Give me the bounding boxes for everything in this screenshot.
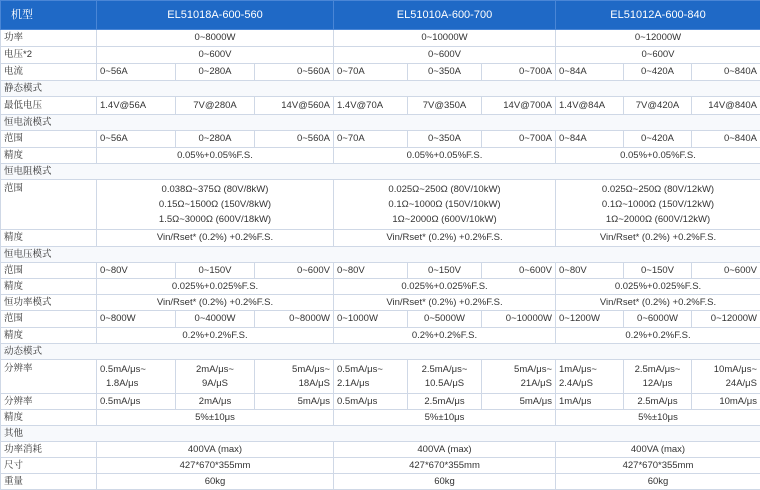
dyn-resolution-cell	[255, 360, 334, 394]
cr-range-row	[1, 180, 760, 230]
dyn-resolution-line: 5mA/μs~	[258, 363, 330, 377]
cv-range-row	[1, 263, 760, 279]
cv-range-value: 0~600V	[482, 263, 556, 279]
row-label: 范围	[1, 180, 97, 230]
cc-range-value: 0~350A	[408, 131, 482, 148]
current-value: 0~70A	[334, 64, 408, 81]
cc-range-row	[1, 131, 760, 148]
cr-range-cell	[334, 180, 556, 230]
row-label: 电压*2	[1, 47, 97, 64]
dyn-resolution2-value: 0.5mA/μs	[97, 394, 176, 410]
current-value: 0~350A	[408, 64, 482, 81]
cv-range-value: 0~80V	[334, 263, 408, 279]
dyn-accuracy-value: 5%±10μs	[97, 410, 334, 426]
power-consumption-row	[1, 442, 760, 458]
cp-range-value: 0~800W	[97, 311, 176, 328]
dyn-resolution-line: 1mA/μs~	[559, 363, 620, 377]
dyn-resolution-line: 21A/μS	[485, 377, 552, 391]
dimensions-value: 427*670*355mm	[97, 458, 334, 474]
model-header-3: EL51012A-600-840	[556, 1, 760, 30]
cp-mode-value: Vin/Rset* (0.2%) +0.2%F.S.	[97, 295, 334, 311]
cv-range-value: 0~150V	[624, 263, 692, 279]
dyn-resolution-cell	[97, 360, 176, 394]
min-voltage-value: 7V@420A	[624, 97, 692, 115]
cp-range-value: 0~4000W	[176, 311, 255, 328]
current-value: 0~840A	[692, 64, 760, 81]
cp-range-value: 0~6000W	[624, 311, 692, 328]
cv-range-value: 0~150V	[408, 263, 482, 279]
weight-row	[1, 474, 760, 490]
dyn-resolution-cell	[692, 360, 760, 394]
row-label: 精度	[1, 410, 97, 426]
cc-range-value: 0~700A	[482, 131, 556, 148]
section-title: 恒电压模式	[1, 247, 760, 263]
cv-range-value: 0~600V	[255, 263, 334, 279]
cc-range-value: 0~560A	[255, 131, 334, 148]
cv-range-value: 0~600V	[692, 263, 760, 279]
dyn-resolution-line: 2.5mA/μs~	[411, 363, 478, 377]
dyn-resolution-line: 5mA/μs~	[485, 363, 552, 377]
cc-accuracy-row	[1, 148, 760, 164]
dyn-resolution-line: 10.5A/μS	[411, 377, 478, 391]
dyn-resolution2-row	[1, 394, 760, 410]
dyn-accuracy-row	[1, 410, 760, 426]
dyn-resolution2-value: 1mA/μs	[556, 394, 624, 410]
model-header-2: EL51010A-600-700	[334, 1, 556, 30]
row-label: 精度	[1, 230, 97, 247]
cr-accuracy-value: Vin/Rset* (0.2%) +0.2%F.S.	[334, 230, 556, 247]
cv-range-value: 0~80V	[97, 263, 176, 279]
dyn-accuracy-value: 5%±10μs	[334, 410, 556, 426]
dimensions-value: 427*670*355mm	[556, 458, 760, 474]
cp-range-value: 0~12000W	[692, 311, 760, 328]
row-label: 电流	[1, 64, 97, 81]
cr-range-line: 0.025Ω~250Ω (80V/10kW)	[337, 182, 552, 197]
dyn-accuracy-value: 5%±10μs	[556, 410, 760, 426]
cp-mode-value: Vin/Rset* (0.2%) +0.2%F.S.	[556, 295, 760, 311]
cr-range-line: 0.038Ω~375Ω (80V/8kW)	[100, 182, 330, 197]
cv-accuracy-value: 0.025%+0.025%F.S.	[556, 279, 760, 295]
dyn-resolution-row	[1, 360, 760, 394]
row-label: 尺寸	[1, 458, 97, 474]
model-label: 机型	[1, 1, 97, 30]
row-label: 重量	[1, 474, 97, 490]
voltage-row	[1, 47, 760, 64]
cr-range-line: 0.025Ω~250Ω (80V/12kW)	[559, 182, 757, 197]
section-title: 动态模式	[1, 344, 760, 360]
cr-range-line: 1.5Ω~3000Ω (600V/18kW)	[100, 212, 330, 227]
weight-value: 60kg	[556, 474, 760, 490]
dyn-resolution-line: 0.5mA/μs~	[337, 363, 404, 377]
header-row	[1, 1, 760, 30]
dyn-resolution-line: 18A/μS	[258, 377, 330, 391]
row-label: 最低电压	[1, 97, 97, 115]
dyn-resolution-line: 2.1A/μs	[337, 377, 404, 391]
section-cr	[1, 164, 760, 180]
min-voltage-value: 7V@350A	[408, 97, 482, 115]
cr-range-line: 1Ω~2000Ω (600V/12kW)	[559, 212, 757, 227]
cp-range-value: 0~10000W	[482, 311, 556, 328]
min-voltage-value: 14V@560A	[255, 97, 334, 115]
cv-accuracy-value: 0.025%+0.025%F.S.	[334, 279, 556, 295]
dyn-resolution-line: 10mA/μs~	[695, 363, 757, 377]
row-label: 分辨率	[1, 360, 97, 394]
cr-range-cell	[97, 180, 334, 230]
row-label: 范围	[1, 311, 97, 328]
dyn-resolution-cell	[176, 360, 255, 394]
dyn-resolution-cell	[556, 360, 624, 394]
row-label: 恒功率模式	[1, 295, 97, 311]
weight-value: 60kg	[97, 474, 334, 490]
power-consumption-value: 400VA (max)	[556, 442, 760, 458]
current-value: 0~700A	[482, 64, 556, 81]
dyn-resolution-line: 2.4A/μS	[559, 377, 620, 391]
section-other	[1, 426, 760, 442]
power-row	[1, 30, 760, 47]
dimensions-value: 427*670*355mm	[334, 458, 556, 474]
section-title: 恒电阻模式	[1, 164, 760, 180]
cp-range-value: 0~1200W	[556, 311, 624, 328]
section-cc	[1, 115, 760, 131]
model-header-1: EL51018A-600-560	[97, 1, 334, 30]
row-label: 精度	[1, 279, 97, 295]
dyn-resolution-line: 2.5mA/μs~	[627, 363, 688, 377]
dyn-resolution-cell	[408, 360, 482, 394]
min-voltage-row	[1, 97, 760, 115]
dyn-resolution2-value: 2mA/μs	[176, 394, 255, 410]
cp-range-value: 0~5000W	[408, 311, 482, 328]
cp-range-value: 0~8000W	[255, 311, 334, 328]
row-label: 功率消耗	[1, 442, 97, 458]
power-consumption-value: 400VA (max)	[334, 442, 556, 458]
voltage-value: 0~600V	[334, 47, 556, 64]
cc-range-value: 0~420A	[624, 131, 692, 148]
section-cv	[1, 247, 760, 263]
row-label: 精度	[1, 148, 97, 164]
row-label: 分辨率	[1, 394, 97, 410]
dyn-resolution2-value: 5mA/μs	[255, 394, 334, 410]
cr-range-line: 0.1Ω~1000Ω (150V/12kW)	[559, 197, 757, 212]
section-title: 其他	[1, 426, 760, 442]
cc-range-value: 0~56A	[97, 131, 176, 148]
dyn-resolution-cell	[334, 360, 408, 394]
cv-accuracy-row	[1, 279, 760, 295]
dyn-resolution-cell	[482, 360, 556, 394]
power-value: 0~10000W	[334, 30, 556, 47]
cp-range-value: 0~1000W	[334, 311, 408, 328]
cc-range-value: 0~280A	[176, 131, 255, 148]
cp-accuracy-row	[1, 328, 760, 344]
section-static	[1, 81, 760, 97]
voltage-value: 0~600V	[556, 47, 760, 64]
min-voltage-value: 14V@840A	[692, 97, 760, 115]
cv-range-value: 0~80V	[556, 263, 624, 279]
row-label: 范围	[1, 131, 97, 148]
dyn-resolution-line: 0.5mA/μs~	[100, 363, 172, 377]
cc-range-value: 0~70A	[334, 131, 408, 148]
cc-accuracy-value: 0.05%+0.05%F.S.	[334, 148, 556, 164]
cr-accuracy-row	[1, 230, 760, 247]
cp-mode-value: Vin/Rset* (0.2%) +0.2%F.S.	[334, 295, 556, 311]
cp-range-row	[1, 311, 760, 328]
dimensions-row	[1, 458, 760, 474]
power-value: 0~12000W	[556, 30, 760, 47]
dyn-resolution2-value: 2.5mA/μs	[408, 394, 482, 410]
section-dynamic	[1, 344, 760, 360]
min-voltage-value: 7V@280A	[176, 97, 255, 115]
cr-accuracy-value: Vin/Rset* (0.2%) +0.2%F.S.	[97, 230, 334, 247]
current-value: 0~420A	[624, 64, 692, 81]
section-title: 恒电流模式	[1, 115, 760, 131]
cc-accuracy-value: 0.05%+0.05%F.S.	[97, 148, 334, 164]
cc-accuracy-value: 0.05%+0.05%F.S.	[556, 148, 760, 164]
cr-accuracy-value: Vin/Rset* (0.2%) +0.2%F.S.	[556, 230, 760, 247]
current-value: 0~280A	[176, 64, 255, 81]
dyn-resolution2-value: 0.5mA/μs	[334, 394, 408, 410]
cv-range-value: 0~150V	[176, 263, 255, 279]
min-voltage-value: 1.4V@84A	[556, 97, 624, 115]
current-row	[1, 64, 760, 81]
min-voltage-value: 14V@700A	[482, 97, 556, 115]
dyn-resolution2-value: 5mA/μs	[482, 394, 556, 410]
dyn-resolution-line: 24A/μS	[695, 377, 757, 391]
voltage-value: 0~600V	[97, 47, 334, 64]
cr-range-cell	[556, 180, 760, 230]
min-voltage-value: 1.4V@70A	[334, 97, 408, 115]
cr-range-line: 1Ω~2000Ω (600V/10kW)	[337, 212, 552, 227]
cr-range-line: 0.15Ω~1500Ω (150V/8kW)	[100, 197, 330, 212]
row-label: 精度	[1, 328, 97, 344]
power-value: 0~8000W	[97, 30, 334, 47]
weight-value: 60kg	[334, 474, 556, 490]
cp-accuracy-value: 0.2%+0.2%F.S.	[334, 328, 556, 344]
dyn-resolution2-value: 10mA/μs	[692, 394, 760, 410]
dyn-resolution-line: 1.8A/μs	[100, 377, 172, 391]
current-value: 0~56A	[97, 64, 176, 81]
dyn-resolution2-value: 2.5mA/μs	[624, 394, 692, 410]
current-value: 0~560A	[255, 64, 334, 81]
current-value: 0~84A	[556, 64, 624, 81]
cr-range-line: 0.1Ω~1000Ω (150V/10kW)	[337, 197, 552, 212]
cv-accuracy-value: 0.025%+0.025%F.S.	[97, 279, 334, 295]
dyn-resolution-line: 2mA/μs~	[179, 363, 251, 377]
dyn-resolution-cell	[624, 360, 692, 394]
cp-mode-row	[1, 295, 760, 311]
dyn-resolution-line: 9A/μS	[179, 377, 251, 391]
cc-range-value: 0~840A	[692, 131, 760, 148]
row-label: 范围	[1, 263, 97, 279]
dyn-resolution-line: 12A/μs	[627, 377, 688, 391]
power-consumption-value: 400VA (max)	[97, 442, 334, 458]
min-voltage-value: 1.4V@56A	[97, 97, 176, 115]
section-title: 静态模式	[1, 81, 760, 97]
cp-accuracy-value: 0.2%+0.2%F.S.	[97, 328, 334, 344]
row-label: 功率	[1, 30, 97, 47]
cc-range-value: 0~84A	[556, 131, 624, 148]
cp-accuracy-value: 0.2%+0.2%F.S.	[556, 328, 760, 344]
